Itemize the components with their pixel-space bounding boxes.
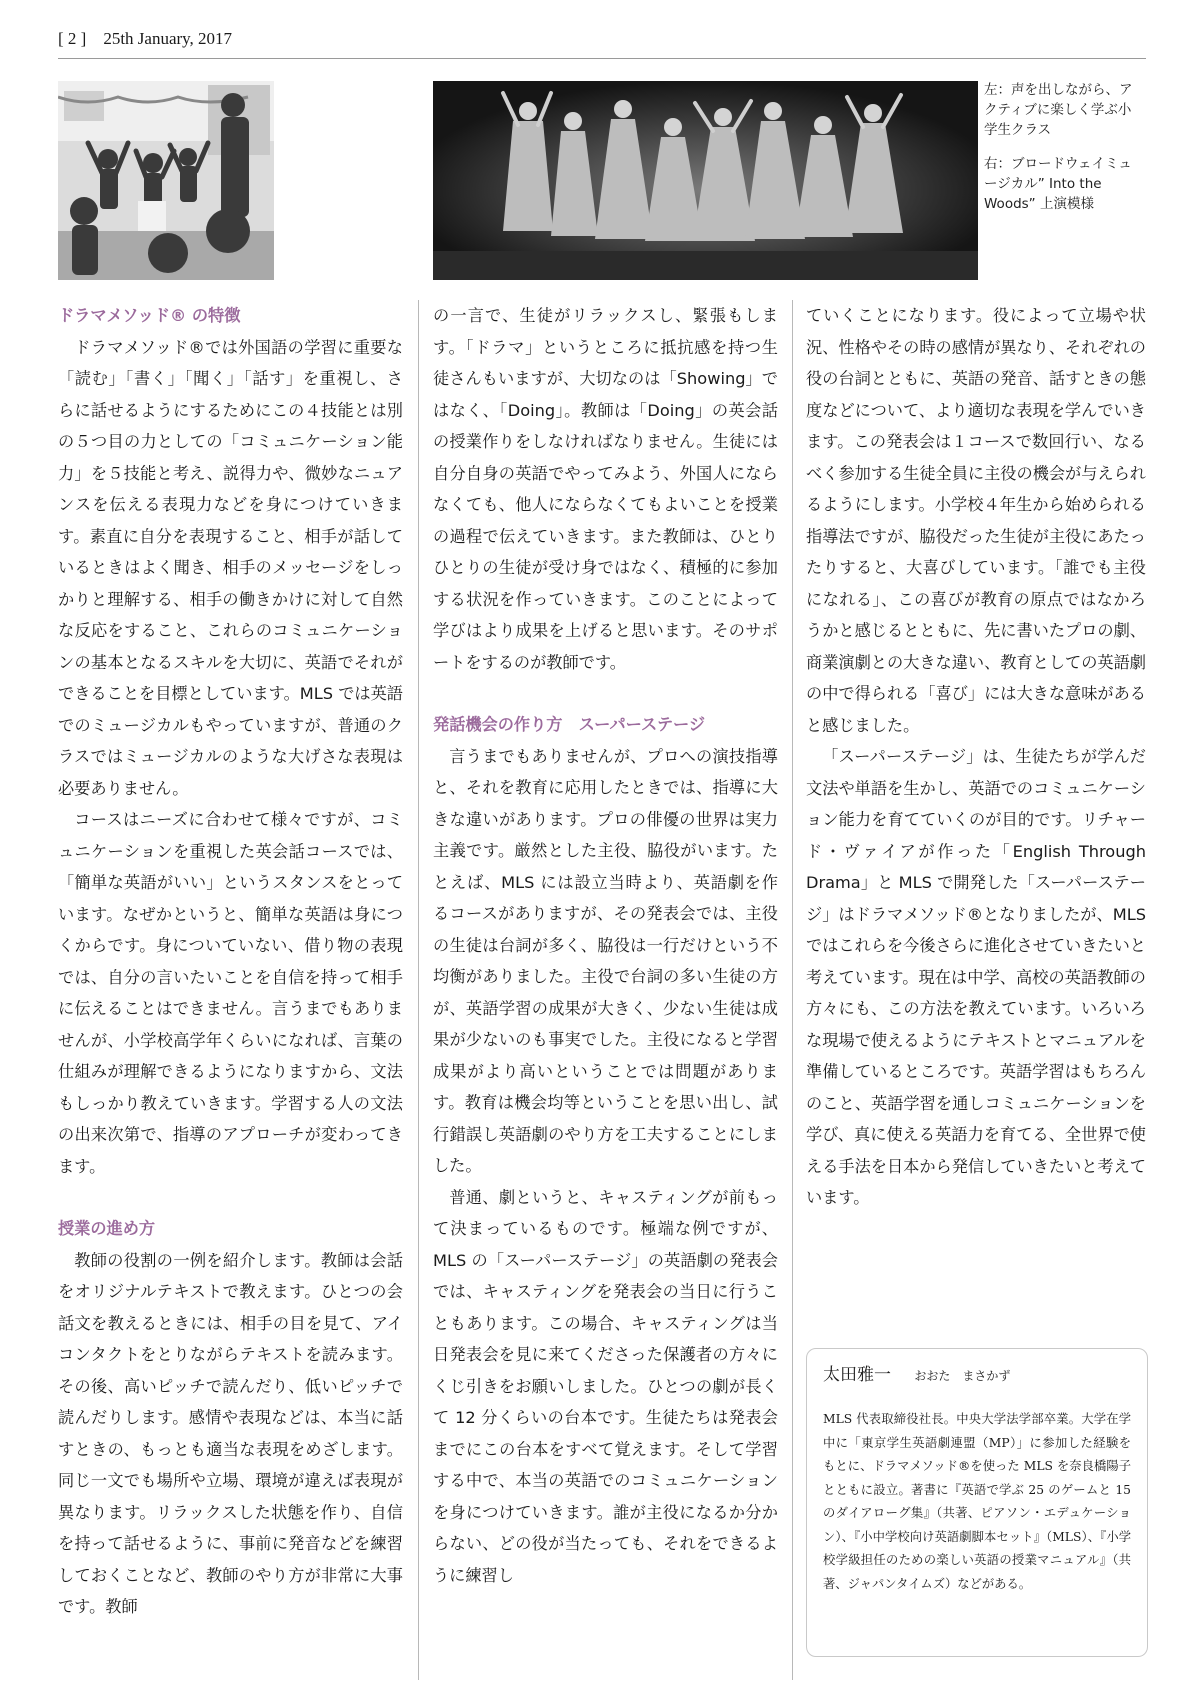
caption-left: 左：声を出しながら、アクティブに楽しく学ぶ小学生クラス: [984, 82, 1133, 138]
paragraph: 「スーパーステージ」は、生徒たちが学んだ文法や単語を生かし、英語でのコミュニケーション能力を育てていくのが目的です。リチャード・ヴァイアが作った「English Through Drama」と MLS で開発した「スーパーステージ」はドラマメソッド®となりましたが、MLS ではこれらを今後さらに進化させていきたいと考えています。現在は中学、高校の英語教師の方々にも、この方法を教えています。いろいろな現場で使えるようにテキストとマニュアルを準備しているところです。英語学習はもちろんのこと、英語学習を通しコミュニケーションを学び、真に使える英語力を育てる、全世界で使える手法を日本から発信していきたいと考えています。: [806, 747, 1146, 1207]
paragraph: 言うまでもありませんが、プロへの演技指導と、それを教育に応用したときでは、指導に大きな違いがあります。プロの俳優の世界は実力主義です。厳然とした主役、脇役がいます。たとえば、MLS には設立当時より、英語劇を作るコースがありますが、その発表会では、主役の生徒は台詞が多く、脇役は一行だけという不均衡がありました。主役で台詞の多い生徒の方が、英語学習の成果が大きく、少ない生徒は成果が少ないのも事実でした。主役になると学習成果がより高いということでは問題があります。教育は機会均等ということを思い出し、試行錯誤し英語劇のやり方を工夫することにしました。: [433, 746, 778, 1175]
paragraph: 普通、劇というと、キャスティングが前もって決まっているものです。極端な例ですが、MLS の「スーパーステージ」の英語劇の発表会では、キャスティングを発表会の当日に行うこともあります。この場合、キャスティングは当日発表会を見に来てくださった保護者の方々にくじ引きをお願いしました。ひとつの劇が長くて 12 分くらいの台本です。生徒たちは発表会までにこの台本をすべて覚えます。そして学習する中で、本当の英語でのコミュニケーションを身につけていきます。誰が主役になるか分からない、どの役が当たっても、それをできるように練習し: [433, 1187, 778, 1585]
paragraph: 教師の役割の一例を紹介します。教師は会話をオリジナルテキストで教えます。ひとつの会話文を教えるときには、相手の目を見て、アイコンタクトをとりながらテキストを読みます。その後、高いピッチで読んだり、低いピッチで読んだりします。感情や表現などは、本当に話すときの、もっとも適当な表現をめざします。同じ一文でも場所や立場、環境が違えば表現が異なります。リラックスした状態を作り、自信を持って話せるように、事前に発音などを練習しておくことなど、教師のやり方が非常に大事です。教師: [58, 1250, 403, 1616]
photo-captions: [984, 80, 1142, 228]
photo-children-class: [58, 81, 274, 280]
article-column-3: [806, 300, 1146, 1214]
paragraph: ていくことになります。役によって立場や状況、性格やその時の感情が異なり、それぞれの役の台詞とともに、英語の発音、話すときの態度などについて、より適切な表現を学んでいきます。この発表会は１コースで数回行い、なるべく参加する生徒全員に主役の機会が与えられるようにします。小学校４年生から始められる指導法ですが、脇役だった生徒が主役にあたったりすると、大喜びしています。「誰でも主役になれる」、この喜びが教育の原点ではなかろうかと感じるとともに、先に書いたプロの劇、商業演劇との大きな違い、教育としての英語劇の中で得られる「喜び」には大きな意味があると感じました。: [806, 306, 1146, 735]
author-name-kana: おおた まさかず: [914, 1369, 1011, 1383]
article-column-2: [433, 300, 778, 1591]
section-heading-lesson: 授業の進め方: [58, 1219, 156, 1238]
author-heading: [823, 1361, 1131, 1390]
section-heading-drama-method: ドラマメソッド® の特徴: [58, 306, 241, 325]
page-header: [ 2 ] 25th January, 2017: [58, 22, 1146, 59]
section-heading-super-stage: 発話機会の作り方 スーパーステージ: [433, 715, 706, 734]
column-divider: [792, 300, 793, 1680]
paragraph: の一言で、生徒がリラックスし、緊張もします。「ドラマ」というところに抵抗感を持つ生徒さんもいますが、大切なのは「Showing」ではなく、「Doing」。教師は「Doing」の英会話の授業作りをしなければなりません。生徒には自分自身の英語でやってみよう、外国人にならなくても、他人にならなくてもよいことを授業の過程で伝えていきます。また教師は、ひとりひとりの生徒が受け身ではなく、積極的に参加する状況を作っていきます。このことによって学びはより成果を上げると思います。そのサポートをするのが教師です。: [433, 306, 778, 672]
article-column-1: [58, 300, 403, 1623]
photo-stage-musical: [433, 81, 978, 280]
photo-children-class-image: [58, 81, 274, 280]
author-name: 太田雅一: [823, 1365, 891, 1385]
paragraph: コースはニーズに合わせて様々ですが、コミュニケーションを重視した英会話コースでは、「簡単な英語がいい」というスタンスをとっています。なぜかというと、簡単な英語は身につくからです。身についていない、借り物の表現では、自分の言いたいことを自信を持って相手に伝えることはできません。言うまでもありませんが、小学校高学年くらいになれば、言葉の仕組みが理解できるようになりますから、文法もしっかり教えていきます。学習する人の文法の出来次第で、指導のアプローチが変わってきます。: [58, 810, 403, 1176]
author-bio: MLS 代表取締役社長。中央大学法学部卒業。大学在学中に「東京学生英語劇連盟（MP）」に参加した経験をもとに、ドラマメソッド®を使った MLS を奈良橋陽子とともに設立。著書に『英語で学ぶ 25 のゲームと 15 のダイアローグ集』（共著、ピアソン・エデュケーション）、『小中学校向け英語劇脚本セット』（MLS）、『小学校学級担任のための楽しい英語の授業マニュアル』（共著、ジャパンタイムズ）などがある。: [823, 1412, 1131, 1591]
caption-right: 右：ブロードウェイミュージカル” Into the Woods” 上演模様: [984, 156, 1132, 212]
column-divider: [418, 300, 419, 1680]
photo-stage-musical-image: [433, 81, 978, 280]
author-profile-box: [806, 1348, 1148, 1657]
paragraph: ドラマメソッド®では外国語の学習に重要な「読む」「書く」「聞く」「話す」を重視し、さらに話せるようにするためにこの４技能とは別の５つ目の力としての「コミュニケーション能力」を５技能と考え、説得力や、微妙なニュアンスを伝える表現力などを身につけていきます。素直に自分を表現すること、相手が話しているときはよく聞き、相手のメッセージをしっかりと理解する、相手の働きかけに対して自然な反応をすること、これらのコミュニケーションの基本となるスキルを大切に、英語でそれができることを目標としています。MLS では英語でのミュージカルもやっていますが、普通のクラスではミュージカルのような大げさな表現は必要ありません。: [58, 337, 403, 798]
